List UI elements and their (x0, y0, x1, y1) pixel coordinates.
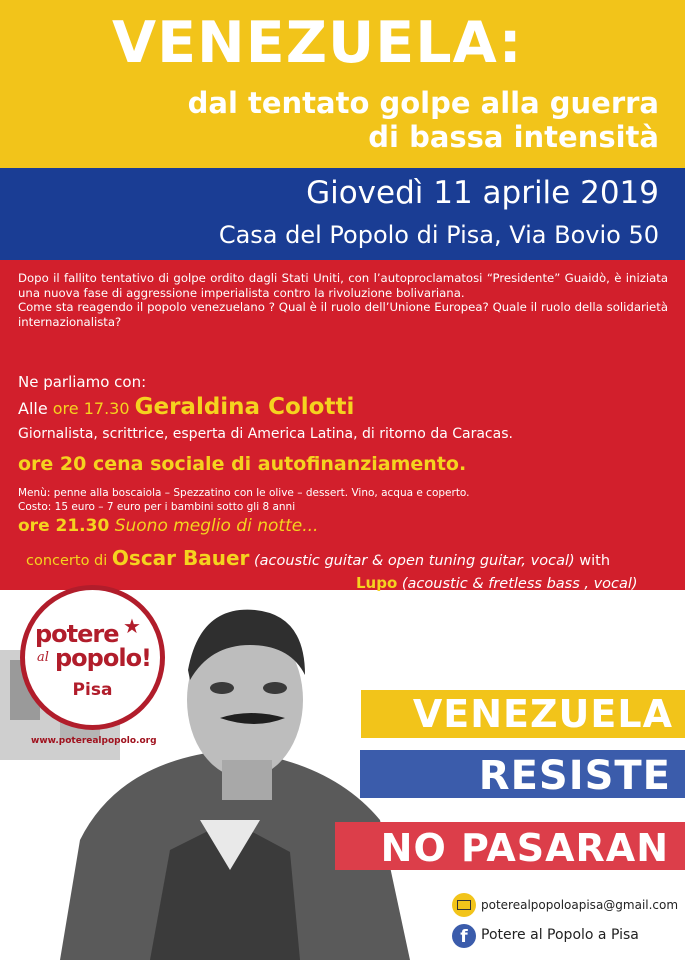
menu-text: Menù: penne alla boscaiola – Spezzatino con le olive – dessert. Vino, acqua e coperto. (18, 487, 470, 499)
website-url[interactable]: www.poterealpopolo.org (31, 736, 157, 746)
dinner-line: ore 20 cena sociale di autofinanziamento. (18, 453, 467, 475)
slogan-resiste: RESISTE (478, 753, 671, 799)
intro-paragraph-1: Dopo il fallito tentativo di golpe ordito dagli Stati Uniti, con l’autoproclamatosi “Presidente” Guaidò, è iniziata una nuova fase di aggressione imperialista contro la rivoluzione bolivariana. (18, 271, 668, 300)
booking-line-3: Potere al Popolo! Pisa cell. 3347850026 (408, 652, 659, 667)
main-title: VENEZUELA: (112, 10, 523, 76)
concert-with: with (574, 553, 611, 569)
facebook-icon: f (452, 924, 476, 948)
event-date: Giovedì 11 aprile 2019 (306, 175, 659, 211)
concert-instruments: (acoustic guitar & open tuning guitar, vocal) (254, 553, 575, 569)
event-place: Casa del Popolo di Pisa, Via Bovio 50 (218, 221, 659, 249)
booking-line-1: Prenotazioni per la cena: 050500442 – (414, 616, 659, 631)
speaker-1-line (18, 394, 354, 420)
slogan-banner-yellow (361, 690, 685, 738)
concert-prefix: concerto di (26, 553, 112, 569)
guest-name: Lupo (356, 574, 398, 592)
intro-paragraph-2: Come sta reagendo il popolo venezuelano ? Qual è il ruolo dell’Unione Europea? Quale il ruolo della solidarietà internazionalista? (18, 300, 668, 329)
subtitle-line-1: dal tentato golpe alla guerra (187, 86, 659, 120)
contact-email[interactable]: poterealpopoloapisa@gmail.com (481, 898, 679, 912)
contact-facebook[interactable]: Potere al Popolo a Pisa (481, 927, 639, 943)
email-icon (452, 893, 476, 917)
show-title: Suono meglio di notte... (114, 516, 319, 536)
speaker-1-description: Giornalista, scrittrice, esperta di America Latina, di ritorno da Caracas. (18, 426, 513, 442)
speaker-1-time: ore 17.30 (52, 399, 130, 418)
show-line (18, 516, 318, 536)
star-icon: ★ (123, 614, 141, 638)
logo-word-popolo: popolo! (55, 644, 151, 672)
logo-city: Pisa (72, 680, 113, 700)
speakers-intro: Ne parliamo con: (18, 373, 147, 391)
concert-artist: Oscar Bauer (111, 546, 250, 570)
slogan-venezuela: VENEZUELA (412, 692, 673, 736)
cost-text: Costo: 15 euro – 7 euro per i bambini sotto gli 8 anni (18, 500, 296, 513)
logo-word-potere: potere (35, 620, 119, 648)
slogan-no-pasaran: NO PASARAN (380, 826, 669, 870)
concert-line (26, 546, 610, 570)
booking-line-2: 3347850026 - poterealpopoloapisa@gmail.com (357, 634, 659, 649)
speaker-1-name: Geraldina Colotti (134, 394, 355, 420)
guest-instruments: (acoustic & fretless bass , vocal) (401, 576, 638, 592)
menu-block (18, 487, 470, 514)
potere-al-popolo-logo (20, 585, 165, 730)
slogan-banner-blue (360, 750, 685, 798)
show-time: ore 21.30 (18, 516, 110, 536)
slogan-banner-red (335, 822, 685, 870)
intro-text (18, 271, 668, 329)
guest-line (356, 574, 638, 592)
logo-word-al: al (37, 650, 49, 665)
subtitle-line-2: di bassa intensità (368, 120, 659, 154)
speaker-1-prefix: Alle (18, 399, 53, 418)
